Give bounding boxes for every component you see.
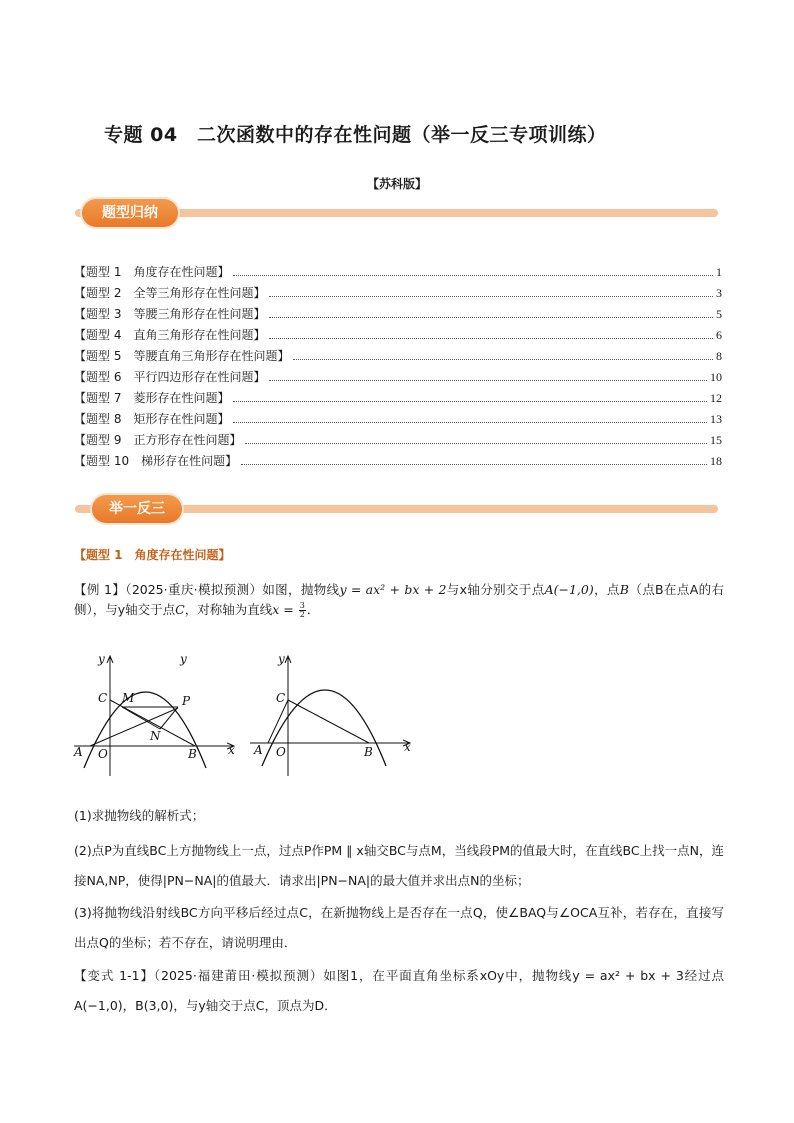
toc-entry-label: 【题型 8 矩形存在性问题】	[74, 412, 230, 426]
toc-entry-page: 13	[710, 412, 722, 426]
example-1-statement: 【例 1】（2025·重庆·模拟预测）如图，抛物线y = ax² + bx + 2与x轴分别交于点A(−1,0)，点B（点B在点A的右侧），与y轴交于点C，对称轴为直线x = $\frac{3}{2}$ ．	[74, 582, 724, 619]
example-figure-right	[246, 650, 416, 780]
toc-entry-page: 18	[710, 454, 722, 468]
toc-leader-dots	[233, 274, 713, 276]
toc-leader-dots	[241, 463, 707, 465]
toc-entry-page: 15	[710, 433, 722, 447]
toc-entry-label: 【题型 9 正方形存在性问题】	[74, 433, 242, 447]
toc-entry-label: 【题型 7 菱形存在性问题】	[74, 391, 230, 405]
toc-leader-dots	[269, 379, 707, 381]
toc-entry[interactable]	[74, 385, 722, 406]
toc-entry-page: 6	[716, 328, 722, 342]
toc-entry-label: 【题型 10 梯形存在性问题】	[74, 454, 238, 468]
variant-1-1-statement	[74, 961, 724, 1021]
toc-entry[interactable]	[74, 364, 722, 385]
example-figure-left	[70, 650, 240, 780]
variant-source: （2025·福建莆田·模拟预测）	[153, 968, 324, 983]
example-text: 如图，抛物线	[262, 582, 340, 597]
toc-entry[interactable]	[74, 343, 722, 364]
toc-entry-label: 【题型 4 直角三角形存在性问题】	[74, 328, 266, 342]
label-c: C	[276, 691, 286, 705]
example-text: ，点	[593, 582, 620, 597]
toc-leader-dots	[269, 295, 713, 297]
label-m: M	[122, 691, 135, 705]
toc-entry-label: 【题型 1 角度存在性问题】	[74, 265, 230, 279]
segment-pn	[160, 707, 178, 729]
toc-entry[interactable]	[74, 301, 722, 322]
variant-tag: 【变式 1-1】	[74, 968, 154, 983]
example-text: 与x轴分别交于点	[446, 582, 545, 597]
toc-entry-label: 【题型 3 等腰三角形存在性问题】	[74, 307, 266, 321]
toc-entry-page: 10	[710, 370, 722, 384]
toc-entry[interactable]	[74, 259, 722, 280]
toc-entry-label: 【题型 6 平行四边形存在性问题】	[74, 370, 266, 384]
toc-entry-page: 3	[716, 286, 722, 300]
label-y: y	[180, 652, 187, 666]
example-formula: y = ax² + bx + 2	[339, 582, 447, 597]
page-title: 专题 04 二次函数中的存在性问题（举一反三专项训练）	[104, 124, 607, 146]
label-b: B	[364, 745, 373, 759]
toc-entry-page: 8	[716, 349, 722, 363]
toc-entry[interactable]	[74, 427, 722, 448]
toc-entry-page: 12	[710, 391, 722, 405]
section-heading: 【题型 1 角度存在性问题】	[74, 548, 231, 562]
axis-fraction: $\frac{3}{2}$	[299, 601, 305, 619]
question-2: (2)点P为直线BC上方抛物线上一点，过点P作PM ∥ x轴交BC与点M，当线段PM的值最大时，在直线BC上找一点N，连接NA,NP，使得|PN−NA|的值最大．请求出|PN−NA|的最大值并求出点N的坐标；	[74, 843, 724, 888]
label-x: x	[228, 743, 235, 757]
variant-text: 如图1，在平面直角坐标系xOy中，抛物线y = ax² + bx + 3经过点A(−1,0)，B(3,0)，与y轴交于点C，顶点为D．	[74, 968, 725, 1013]
point-b-label: B	[619, 582, 629, 597]
point-a: A(−1,0)	[544, 582, 594, 597]
question-3: (3)将抛物线沿射线BC方向平移后经过点C，在新抛物线上是否存在一点Q，使∠BAQ与∠OCA互补，若存在，直接写出点Q的坐标；若不存在，请说明理由．	[74, 905, 724, 950]
toc-leader-dots	[245, 442, 707, 444]
practice-banner-tag: 举一反三	[92, 495, 182, 523]
toc-leader-dots	[269, 337, 713, 339]
label-b: B	[188, 747, 197, 761]
label-o: O	[276, 745, 286, 759]
question-1: (1)求抛物线的解析式；	[74, 808, 205, 823]
toc-entry[interactable]	[74, 406, 722, 427]
toc-leader-dots	[233, 421, 707, 423]
toc-entry[interactable]	[74, 448, 722, 469]
toc-entry-label: 【题型 5 等腰直角三角形存在性问题】	[74, 349, 290, 363]
toc-leader-dots	[233, 400, 707, 402]
example-tag: 【例 1】	[74, 582, 126, 597]
toc-entry-page: 1	[716, 265, 722, 279]
edition-label: 【苏科版】	[366, 177, 427, 191]
toc-leader-dots	[293, 358, 713, 360]
label-o: O	[98, 747, 108, 761]
label-y: y	[98, 652, 105, 666]
example-source: （2025·重庆·模拟预测）	[125, 582, 263, 597]
label-a: A	[254, 743, 263, 757]
toc-entry-label: 【题型 2 全等三角形存在性问题】	[74, 286, 266, 300]
toc-entry[interactable]	[74, 280, 722, 301]
axis-x: x	[272, 602, 280, 617]
example-text: （点B在点A的右侧），与y轴交于点	[74, 582, 724, 617]
toc-banner-tag: 题型归纳	[82, 199, 178, 227]
label-a: A	[74, 745, 83, 759]
label-n: N	[150, 729, 161, 743]
label-x: x	[404, 740, 411, 754]
table-of-contents	[74, 259, 722, 469]
label-c: C	[98, 691, 108, 705]
toc-entry-page: 5	[716, 307, 722, 321]
label-y: y	[278, 652, 285, 666]
segment-bc	[288, 700, 369, 743]
toc-entry[interactable]	[74, 322, 722, 343]
toc-leader-dots	[269, 316, 713, 318]
label-p: P	[182, 694, 191, 708]
point-c-label: C	[175, 602, 185, 617]
example-text: ，对称轴为直线	[184, 602, 273, 617]
